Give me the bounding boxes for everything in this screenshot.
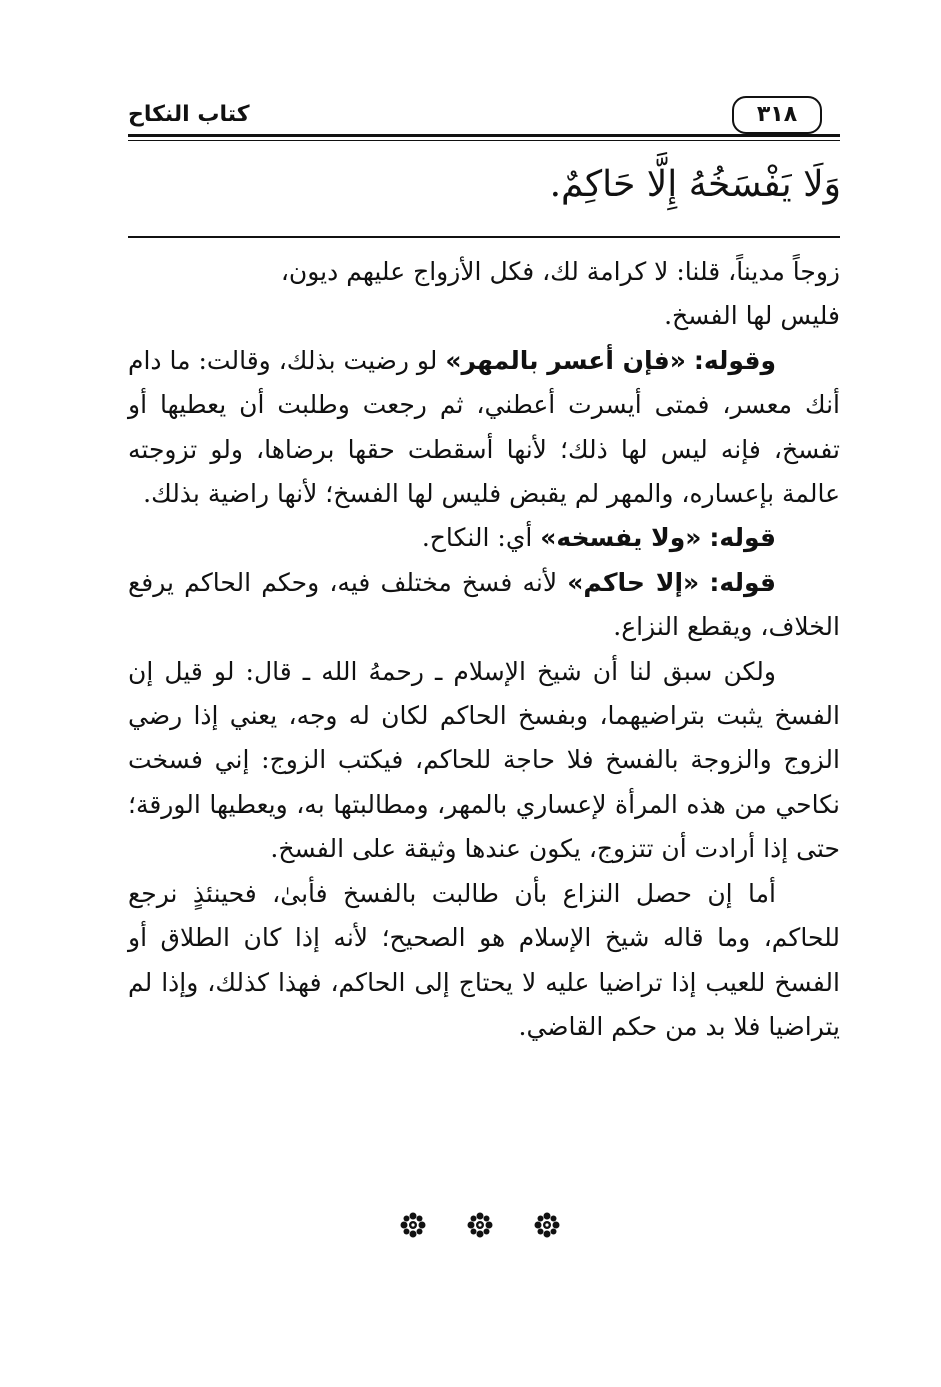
paragraph-2 [128, 339, 840, 517]
paragraph-1-line-2: فليس لها الفسخ. [664, 301, 840, 331]
paragraph-1-line-1: زوجاً مديناً، قلنا: لا كرامة لك، فكل الأزواج عليهم ديون، [280, 257, 840, 286]
paragraph-3-quote: «ولا يفسخه» [540, 523, 702, 553]
paragraph-1 [128, 250, 840, 339]
paragraph-4-label: قوله: [709, 567, 776, 597]
paragraph-4 [128, 561, 840, 650]
paragraph-5: ولكن سبق لنا أن شيخ الإسلام ـ رحمهُ الله ـ قال: لو قيل إن الفسخ يثبت بتراضيهما، وبفسخ الحاكم لكان له وجه، يعني إذا رضي الزوج والزوجة بالفسخ فلا حاجة للحاكم، فيكتب الزوج: إني فسخت نكاحي من هذه المرأة لإعساري بالمهر، ومطالبتها به، ويعطيها الورقة؛ حتى إذا أرادت أن تتزوج، يكون عندها وثيقة على الفسخ. [128, 656, 840, 864]
paragraph-4-quote: «إلا حاكم» [567, 567, 700, 597]
section-end-ornaments [400, 1212, 560, 1242]
header-rule-thin [128, 140, 840, 141]
asterism-flower-icon [534, 1212, 560, 1238]
header-rule-thick [128, 134, 840, 137]
paragraph-6: أما إن حصل النزاع بأن طالبت بالفسخ فأبىٰ، فحينئذٍ نرجع للحاكم، وما قاله شيخ الإسلام هو الصحيح؛ لأنه إذا كان الطلاق أو الفسخ للعيب إذا تراضيا عليه لا يحتاج إلى الحاكم، فهذا كذلك، وإذا لم يتراضيا فلا بد من حكم القاضي. [128, 878, 840, 1041]
paragraph-2-text: لو رضيت بذلك، وقالت: ما دام أنك معسر، فمتى أيسرت أعطني، ثم رجعت وطلبت أن يعطيها أو تفسخ، فإنه ليس لها ذلك؛ لأنها أسقطت حقها برضاها، ولو تزوجته عالمة بإعساره، والمهر لم يقبض فليس لها الفسخ؛ لأنها راضية بذلك. [128, 345, 840, 509]
matn-divider [128, 236, 840, 238]
paragraph-3-label: قوله: [709, 523, 776, 553]
commentary-body [128, 250, 840, 1049]
page-header [128, 96, 840, 152]
paragraph-2-label: وقوله: [693, 345, 777, 375]
asterism-flower-icon [400, 1212, 426, 1238]
matn-text: وَلَا يَفْسَخُهُ إِلَّا حَاكِمٌ. [549, 164, 841, 205]
book-title: كتاب النكاح [128, 102, 250, 127]
paragraph-3-text: أي: النكاح. [421, 523, 541, 553]
paragraph-4-text: لأنه فسخ مختلف فيه، وحكم الحاكم يرفع الخلاف، ويقطع النزاع. [128, 567, 840, 642]
asterism-flower-icon [467, 1212, 493, 1238]
paragraph-3 [128, 516, 840, 560]
page-number: ٣١٨ [732, 96, 822, 134]
paragraph-2-quote: «فإن أعسر بالمهر» [445, 345, 686, 375]
